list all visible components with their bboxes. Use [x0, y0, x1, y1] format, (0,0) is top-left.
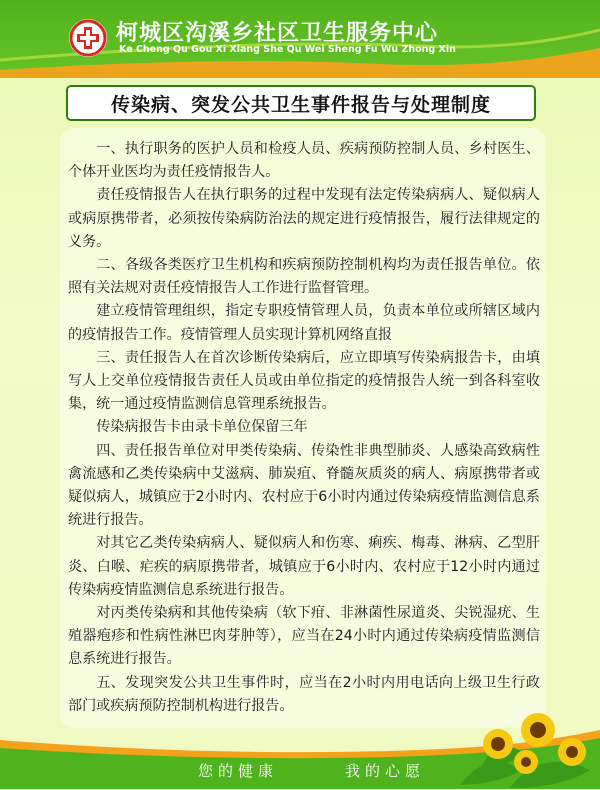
- paragraph: 四、责任报告单位对甲类传染病、传染性非典型肺炎、人感染高致病性禽流感和乙类传染病中艾滋病、肺炭疽、脊髓灰质炎的病人、病原携带者或疑似病人，城镇应于2小时内、农村应于6小时内通过传染病疫情监测信息系统进行报告。: [68, 442, 540, 529]
- org-name: 柯城区沟溪乡社区卫生服务中心: [116, 21, 439, 46]
- slogan-right: 我的心愿: [345, 762, 426, 780]
- red-cross-logo-icon: [68, 18, 108, 58]
- slogan-left: 您的健康: [198, 762, 279, 780]
- paragraph: 二、各级各类医疗卫生机构和疾病预防控制机构均为责任报告单位。依照有关法规对责任疫情报告人工作进行监督管理。: [68, 257, 540, 297]
- title-box: [66, 85, 536, 121]
- org-pinyin: Ke Cheng Qu Gou Xi Xiang She Qu Wei Sheng Fu Wu Zhong Xin: [119, 44, 456, 55]
- paragraph: 对丙类传染病和其他传染病（软下疳、非淋菌性尿道炎、尖锐湿疣、生殖器疱疹和性病性淋巴肉芽肿等），应当在24小时内通过传染病疫情监测信息系统进行报告。: [68, 605, 540, 668]
- paragraph: 对其它乙类传染病病人、疑似病人和伤寒、痢疾、梅毒、淋病、乙型肝炎、白喉、疟疾的病原携带者，城镇应于6小时内、农村应于12小时内通过传染病疫情监测信息系统进行报告。: [68, 535, 540, 598]
- paragraph: 三、责任报告人在首次诊断传染病后，应立即填写传染病报告卡，由填写人上交单位疫情报告责任人员或由单位指定的疫情报告人统一到各科室收集，统一通过疫情监测信息管理系统报告。: [68, 349, 540, 413]
- regulation-text: [68, 138, 540, 718]
- paragraph: 建立疫情管理组织，指定专职疫情管理人员，负责本单位或所辖区域内的疫情报告工作。疫情管理人员实现计算机网络直报: [68, 303, 540, 343]
- page-title: 传染病、突发公共卫生事件报告与处理制度: [110, 93, 491, 116]
- paragraph: 一、执行职务的医护人员和检疫人员、疾病预防控制人员、乡村医生、个体开业医均为责任疫情报告人。: [68, 141, 540, 181]
- paragraph: 传染病报告卡由录卡单位保留三年: [96, 419, 308, 436]
- paragraph: 责任疫情报告人在执行职务的过程中发现有法定传染病病人、疑似病人或病原携带者，必须按传染病防治法的规定进行疫情报告，履行法律规定的义务。: [68, 187, 540, 250]
- sunflower-icon: [450, 700, 600, 790]
- paragraph: 五、发现突发公共卫生事件时，应当在2小时内用电话向上级卫生行政部门或疾病预防控制机构进行报告。: [68, 674, 540, 714]
